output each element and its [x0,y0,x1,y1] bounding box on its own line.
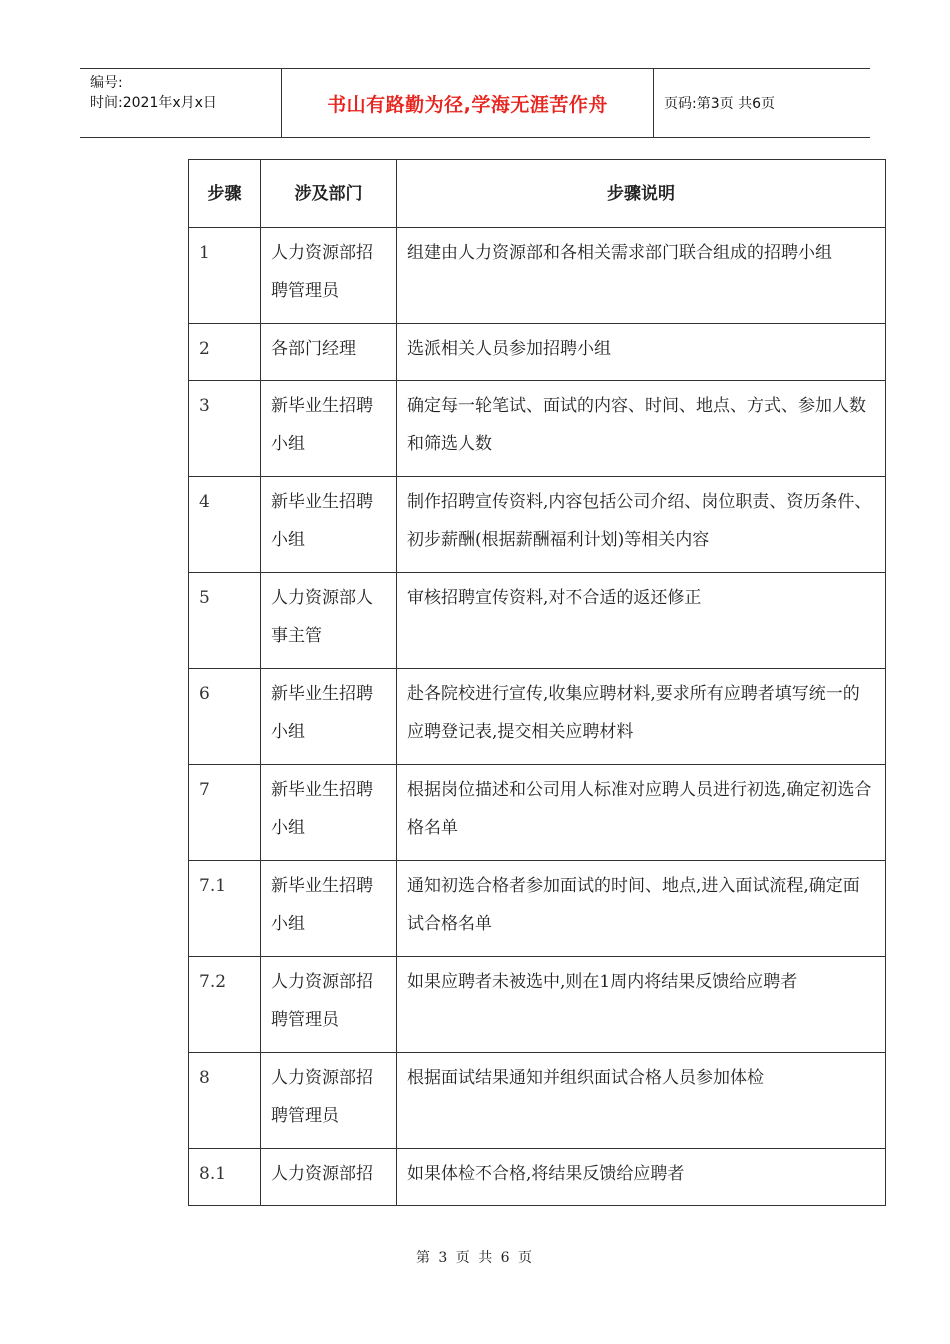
department-cell: 人力资源部人事主管 [261,573,397,669]
department-cell: 新毕业生招聘小组 [261,765,397,861]
table-row [189,669,886,765]
table-row [189,1149,886,1206]
step-number: 6 [189,669,261,765]
department-cell: 人力资源部招聘管理员 [261,228,397,324]
table-row [189,381,886,477]
step-number: 7 [189,765,261,861]
document-number-label: 编号: [90,75,123,91]
steps-table [188,159,886,1206]
header-page-info: 页码:第3页 共6页 [664,96,775,112]
header-motto: 书山有路勤为径,学海无涯苦作舟 [282,69,654,137]
step-number: 5 [189,573,261,669]
table-row [189,1053,886,1149]
table-row [189,765,886,861]
description-cell: 通知初选合格者参加面试的时间、地点,进入面试流程,确定面试合格名单 [397,861,886,957]
step-number: 4 [189,477,261,573]
description-cell: 根据岗位描述和公司用人标准对应聘人员进行初选,确定初选合格名单 [397,765,886,861]
header-meta [80,69,282,137]
column-header-description: 步骤说明 [397,160,886,228]
description-cell: 制作招聘宣传资料,内容包括公司介绍、岗位职责、资历条件、初步薪酬(根据薪酬福利计划)等相关内容 [397,477,886,573]
table-row [189,957,886,1053]
department-cell: 人力资源部招聘管理员 [261,1053,397,1149]
column-header-department: 涉及部门 [261,160,397,228]
department-cell: 人力资源部招 [261,1149,397,1206]
step-number: 3 [189,381,261,477]
description-cell: 选派相关人员参加招聘小组 [397,324,886,381]
table-header-row [189,160,886,228]
table-row [189,861,886,957]
step-number: 8.1 [189,1149,261,1206]
table-row [189,324,886,381]
page-footer: 第 3 页 共 6 页 [415,1250,535,1266]
column-header-step: 步骤 [189,160,261,228]
description-cell: 如果体检不合格,将结果反馈给应聘者 [397,1149,886,1206]
document-time-label: 时间:2021年x月x日 [90,95,217,111]
table-row [189,477,886,573]
step-number: 8 [189,1053,261,1149]
table-row [189,573,886,669]
step-number: 7.1 [189,861,261,957]
description-cell: 如果应聘者未被选中,则在1周内将结果反馈给应聘者 [397,957,886,1053]
step-number: 2 [189,324,261,381]
description-cell: 确定每一轮笔试、面试的内容、时间、地点、方式、参加人数和筛选人数 [397,381,886,477]
step-number: 1 [189,228,261,324]
department-cell: 人力资源部招聘管理员 [261,957,397,1053]
description-cell: 根据面试结果通知并组织面试合格人员参加体检 [397,1053,886,1149]
department-cell: 新毕业生招聘小组 [261,381,397,477]
description-cell: 组建由人力资源部和各相关需求部门联合组成的招聘小组 [397,228,886,324]
department-cell: 各部门经理 [261,324,397,381]
page-header [80,68,870,138]
description-cell: 赴各院校进行宣传,收集应聘材料,要求所有应聘者填写统一的应聘登记表,提交相关应聘材料 [397,669,886,765]
table-row [189,228,886,324]
description-cell: 审核招聘宣传资料,对不合适的返还修正 [397,573,886,669]
department-cell: 新毕业生招聘小组 [261,477,397,573]
department-cell: 新毕业生招聘小组 [261,861,397,957]
step-number: 7.2 [189,957,261,1053]
department-cell: 新毕业生招聘小组 [261,669,397,765]
